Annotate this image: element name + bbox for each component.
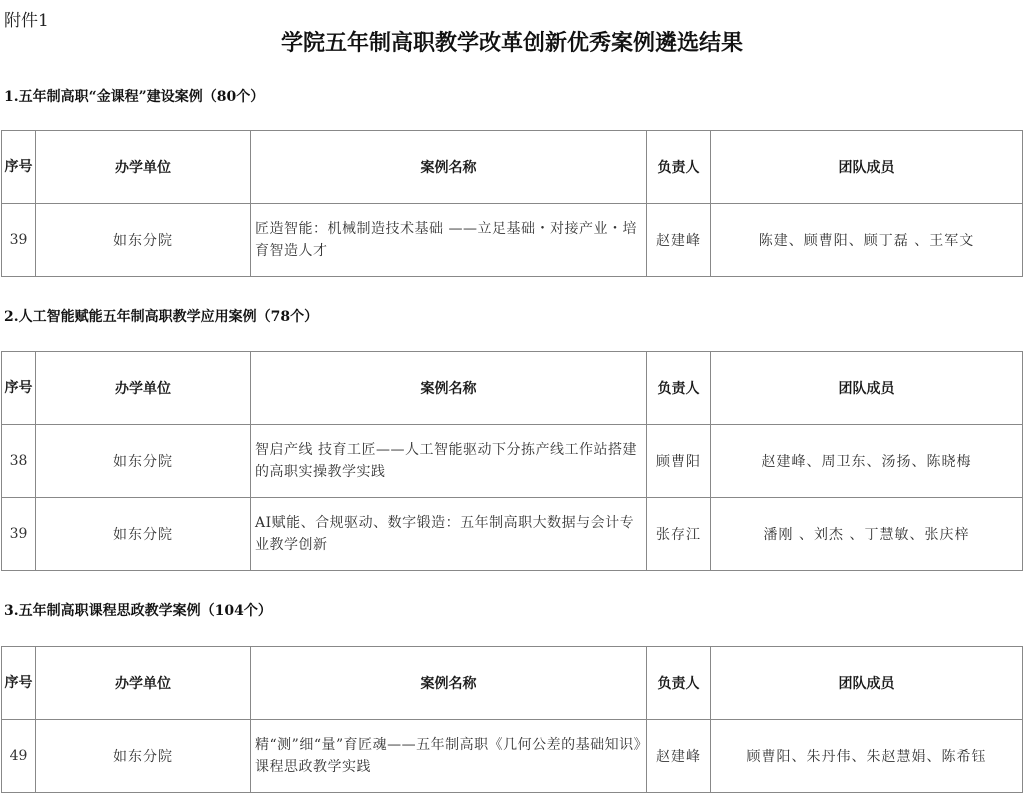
table-header-row — [2, 352, 1023, 425]
header-lead: 负责人 — [647, 352, 711, 425]
header-unit: 办学单位 — [36, 647, 251, 720]
case-table — [1, 351, 1023, 571]
cell-seq: 39 — [2, 204, 36, 277]
cell-lead: 赵建峰 — [647, 720, 711, 793]
cell-lead: 张存江 — [647, 498, 711, 571]
attachment-label: 附件1 — [4, 11, 49, 31]
cell-lead: 顾曹阳 — [647, 425, 711, 498]
cell-seq: 39 — [2, 498, 36, 571]
header-case-name: 案例名称 — [251, 647, 647, 720]
section-heading: 1.五年制高职“金课程”建设案例（80个） — [4, 89, 265, 105]
cell-seq: 49 — [2, 720, 36, 793]
header-team: 团队成员 — [711, 131, 1023, 204]
header-seq: 序号 — [2, 352, 36, 425]
header-seq: 序号 — [2, 131, 36, 204]
case-table — [1, 646, 1023, 793]
cell-case-name: 匠造智能：机械制造技术基础 ——立足基础・对接产业・培育智造人才 — [251, 204, 647, 277]
header-unit: 办学单位 — [36, 352, 251, 425]
cell-unit: 如东分院 — [36, 204, 251, 277]
cell-unit: 如东分院 — [36, 720, 251, 793]
cell-team: 陈建、顾曹阳、顾丁磊 、王军文 — [711, 204, 1023, 277]
header-team: 团队成员 — [711, 647, 1023, 720]
table-row — [2, 204, 1023, 277]
section-heading: 2.人工智能赋能五年制高职教学应用案例（78个） — [4, 309, 319, 325]
header-case-name: 案例名称 — [251, 352, 647, 425]
header-lead: 负责人 — [647, 647, 711, 720]
cell-team: 顾曹阳、朱丹伟、朱赵慧娟、陈希钰 — [711, 720, 1023, 793]
header-team: 团队成员 — [711, 352, 1023, 425]
cell-case-name: 精“测”细“量”育匠魂——五年制高职《几何公差的基础知识》课程思政教学实践 — [251, 720, 647, 793]
cell-case-name: AI赋能、合规驱动、数字锻造：五年制高职大数据与会计专业教学创新 — [251, 498, 647, 571]
cell-lead: 赵建峰 — [647, 204, 711, 277]
header-case-name: 案例名称 — [251, 131, 647, 204]
cell-team: 潘刚 、刘杰 、丁慧敏、张庆梓 — [711, 498, 1023, 571]
section-heading: 3.五年制高职课程思政教学案例（104个） — [4, 603, 272, 619]
case-table — [1, 130, 1023, 277]
table-row — [2, 720, 1023, 793]
cell-seq: 38 — [2, 425, 36, 498]
document-title: 学院五年制高职教学改革创新优秀案例遴选结果 — [280, 30, 743, 56]
table-header-row — [2, 131, 1023, 204]
header-seq: 序号 — [2, 647, 36, 720]
cell-team: 赵建峰、周卫东、汤扬、陈晓梅 — [711, 425, 1023, 498]
table-row — [2, 498, 1023, 571]
header-lead: 负责人 — [647, 131, 711, 204]
table-header-row — [2, 647, 1023, 720]
header-unit: 办学单位 — [36, 131, 251, 204]
cell-unit: 如东分院 — [36, 498, 251, 571]
cell-unit: 如东分院 — [36, 425, 251, 498]
cell-case-name: 智启产线 技育工匠——人工智能驱动下分拣产线工作站搭建的高职实操教学实践 — [251, 425, 647, 498]
table-row — [2, 425, 1023, 498]
